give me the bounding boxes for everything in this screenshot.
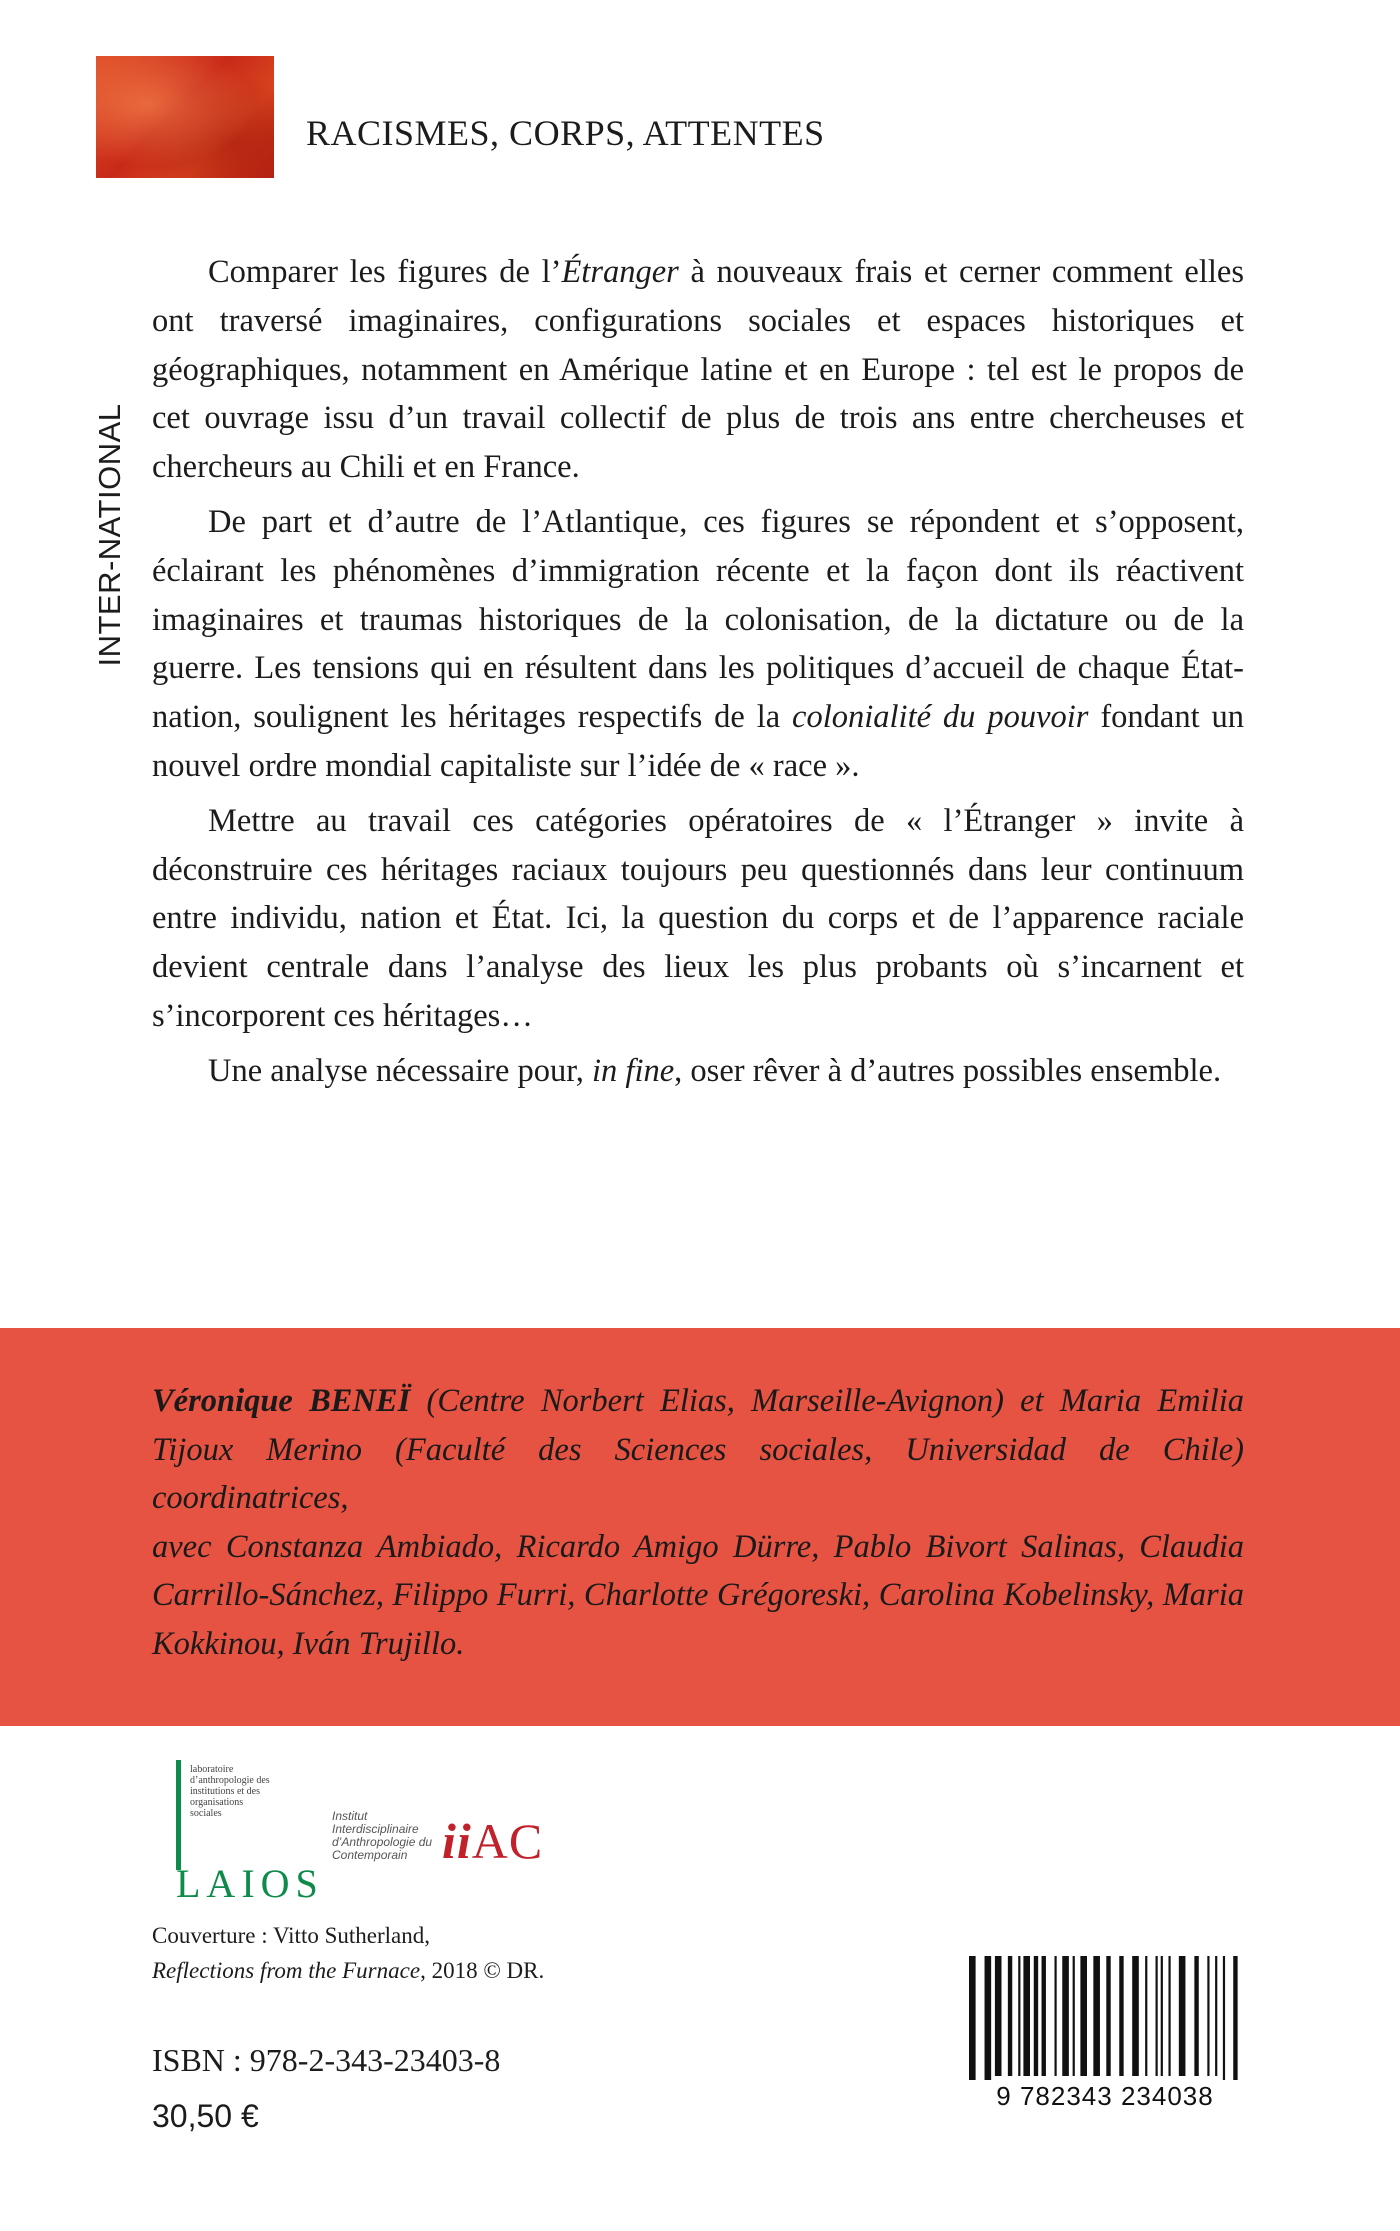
iiac-description: Institut Interdisciplinaire d’Anthropologie du Contemporain: [332, 1809, 433, 1862]
barcode-bar: [969, 1956, 976, 2080]
barcode-bar: [1023, 1956, 1030, 2076]
barcode: [964, 1956, 1246, 2114]
barcode-bar: [1119, 1956, 1123, 2076]
iiac-logo: [332, 1810, 572, 1890]
blurb-paragraph: Une analyse nécessaire pour, in fine, oser rêver à d’autres possibles ensemble.: [208, 1052, 1222, 1089]
barcode-bar: [1080, 1956, 1087, 2076]
credit-work-title: Reflections from the Furnace: [152, 1958, 421, 1983]
barcode-bars: [964, 1956, 1246, 2080]
credit-line: Couverture : Vitto Sutherland,: [152, 1923, 430, 1948]
barcode-bar: [1161, 1956, 1163, 2076]
barcode-bar: [1073, 1956, 1075, 2076]
barcode-bar: [1207, 1956, 1209, 2076]
barcode-bar: [1194, 1956, 1198, 2076]
blurb-text: [152, 248, 1244, 1102]
cover-credit: [152, 1918, 544, 1988]
price: 30,50 €: [152, 2098, 259, 2134]
blurb-paragraph: Mettre au travail ces catégories opératoires de « l’Étranger » invite à déconstruire ces héritages raciaux toujours peu questionnés dans leur continuum entre individu, nation et État. Ici, la question du corps et de l’apparence raciale devient centrale dans l’analyse des lieux les plus probants où s’incarnent et s’incorporent ces héritages…: [152, 802, 1244, 1034]
iiac-mark: iiAC: [442, 1813, 544, 1869]
barcode-bar: [1034, 1956, 1038, 2076]
laios-description: laboratoire d’anthropologie des institutions et des organisations sociales: [190, 1764, 270, 1819]
blurb-paragraph: De part et d’autre de l’Atlantique, ces figures se répondent et s’opposent, éclairant les phénomènes d’immigration récente et la façon dont ils réactivent imaginaires et traumas historiques de la colonisation, de la dictature ou de la guerre. Les tensions qui en résultent dans les politiques d’accueil de chaque État-nation, soulignent les héritages respectifs de la colonialité du pouvoir fondant un nouvel ordre mondial capitaliste sur l’idée de « race ».: [152, 503, 1244, 784]
barcode-bar: [1132, 1956, 1139, 2076]
barcode-bar: [1179, 1956, 1186, 2076]
blurb-paragraph: Comparer les figures de l’Étranger à nouveaux frais et cerner comment elles ont traversé imaginaires, configurations sociales et espaces historiques et géographiques, notamment en Amérique latine et en Europe : tel est le propos de cet ouvrage issu d’un travail collectif de plus de trois ans entre chercheuses et chercheurs au Chili et en France.: [152, 254, 1244, 486]
barcode-bar: [1168, 1956, 1170, 2076]
editors-rest: (Centre Norbert Elias, Marseille-Avignon) et Maria Emilia Tijoux Merino (Faculté des Sciences sociales, Universidad de Chile) coordinatrices,: [152, 1383, 1245, 1516]
barcode-bar: [985, 1956, 992, 2080]
collection-label: INTER-NATIONAL: [92, 403, 127, 667]
barcode-bar: [1223, 1956, 1225, 2080]
barcode-bar: [1106, 1956, 1110, 2076]
laios-logo: [176, 1760, 324, 1906]
laios-name: LAIOS: [176, 1861, 324, 1906]
barcode-bar: [1233, 1956, 1237, 2080]
barcode-bar: [1008, 1956, 1012, 2076]
barcode-bar: [1054, 1956, 1056, 2076]
cover-thumbnail: [96, 56, 274, 178]
isbn: ISBN : 978-2-343-23403-8: [152, 2042, 501, 2078]
barcode-bar: [1215, 1956, 1217, 2076]
lead-editor: Véronique BENEÏ: [152, 1383, 411, 1419]
barcode-bar: [1062, 1956, 1069, 2076]
barcode-bar: [1093, 1956, 1100, 2076]
contributors: [152, 1377, 1244, 1668]
barcode-bar: [1042, 1956, 1046, 2076]
barcode-digits: 9 782343 234038: [996, 2081, 1214, 2111]
barcode-bar: [1145, 1956, 1147, 2076]
barcode-bar: [1156, 1956, 1158, 2076]
series-title: RACISMES, CORPS, ATTENTES: [306, 113, 825, 153]
barcode-bar: [995, 1956, 1002, 2076]
barcode-bar: [1018, 1956, 1020, 2076]
co-authors: avec Constanza Ambiado, Ricardo Amigo Dürre, Pablo Bivort Salinas, Claudia Carrillo-Sánchez, Filippo Furri, Charlotte Grégoreski, Carolina Kobelinsky, Maria Kokkinou, Iván Trujillo.: [152, 1528, 1244, 1662]
credit-work-line: Reflections from the Furnace, 2018 © DR.: [152, 1958, 545, 1983]
